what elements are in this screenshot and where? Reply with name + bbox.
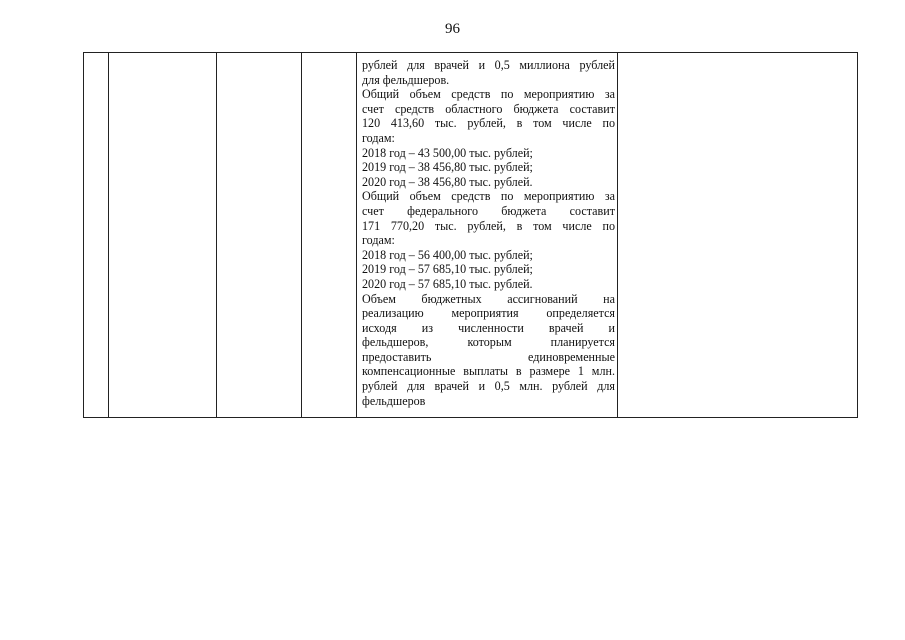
table-cell-result	[618, 53, 858, 418]
table-cell-period	[302, 53, 357, 418]
table-cell-description	[357, 53, 618, 418]
description-line: 120 413,60 тыс. рублей, в том числе по	[362, 116, 615, 131]
document-table	[83, 52, 858, 418]
description-line: 2018 год – 43 500,00 тыс. рублей;	[362, 145, 533, 160]
description-line: рублей для врачей и 0,5 миллиона рублей	[362, 58, 615, 72]
description-line: для фельдшеров.	[362, 72, 450, 87]
description-line: исходя из численности врачей и	[362, 320, 615, 335]
description-line: Объем бюджетных ассигнований на	[362, 291, 615, 306]
description-line: 2020 год – 38 456,80 тыс. рублей.	[362, 174, 533, 189]
table-cell-responsible	[217, 53, 302, 418]
description-line: 2019 год – 38 456,80 тыс. рублей;	[362, 160, 533, 175]
description-line: годам:	[362, 130, 395, 145]
description-line: фельдшеров, которым планируется	[362, 335, 615, 350]
description-line: 2020 год – 57 685,10 тыс. рублей.	[362, 276, 533, 291]
table-row	[84, 53, 858, 418]
description-line: 2019 год – 57 685,10 тыс. рублей;	[362, 262, 533, 277]
table-cell-name	[109, 53, 217, 418]
description-line: счет средств областного бюджета составит	[362, 101, 615, 116]
description-line: счет федерального бюджета составит	[362, 203, 615, 218]
description-line: предоставить единовременные	[362, 349, 615, 364]
description-line: годам:	[362, 233, 395, 248]
description-line: компенсационные выплаты в размере 1 млн.	[362, 364, 615, 379]
description-line: Общий объем средств по мероприятию за	[362, 189, 615, 204]
description-line: 2018 год – 56 400,00 тыс. рублей;	[362, 247, 533, 262]
description-line: фельдшеров	[362, 393, 426, 408]
page-number: 96	[445, 21, 460, 37]
description-line: 171 770,20 тыс. рублей, в том числе по	[362, 218, 615, 233]
description-line: Общий объем средств по мероприятию за	[362, 87, 615, 102]
description-line: реализацию мероприятия определяется	[362, 306, 615, 321]
table-cell-number	[84, 53, 109, 418]
description-line: рублей для врачей и 0,5 млн. рублей для	[362, 379, 615, 394]
